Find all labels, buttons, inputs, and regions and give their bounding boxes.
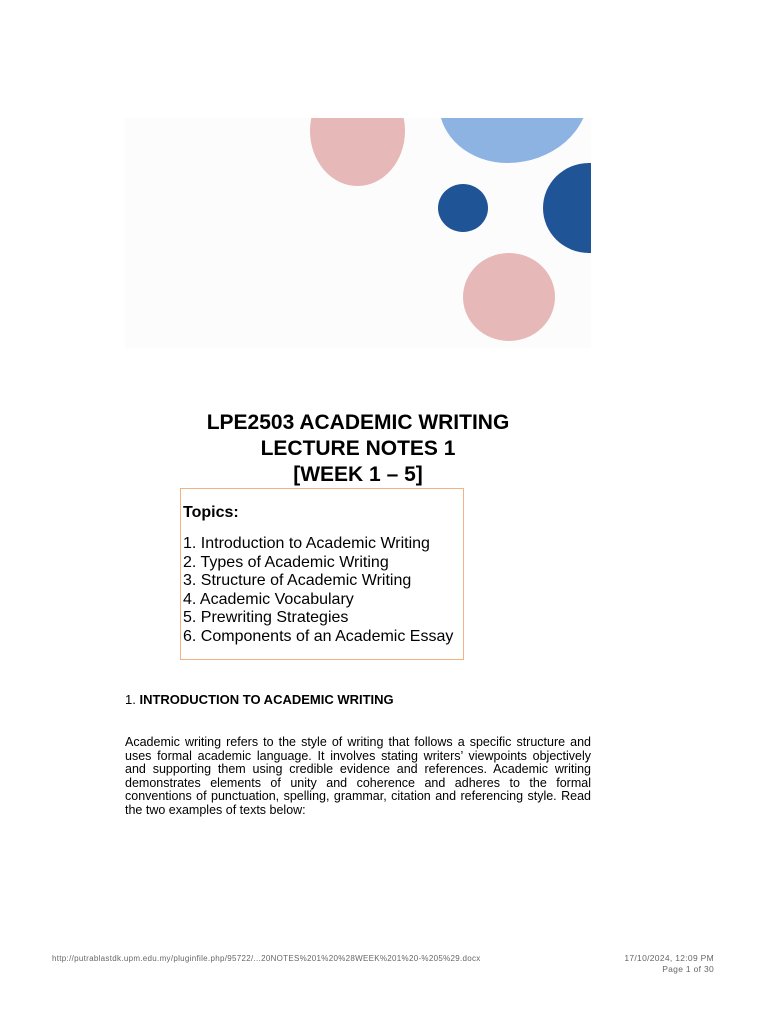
title-line-notes: LECTURE NOTES 1 bbox=[260, 437, 456, 460]
document-title bbox=[125, 410, 591, 488]
section-heading bbox=[125, 692, 394, 707]
decorative-banner bbox=[125, 118, 591, 348]
topics-box bbox=[180, 488, 464, 660]
footer-url: http://putrablastdk.upm.edu.my/pluginfile.php/95722/...20NOTES%201%20%28WEEK%201%20-%205%29.docx bbox=[52, 954, 481, 963]
small-dark-blue-circle bbox=[438, 184, 488, 232]
topics-heading: Topics: bbox=[183, 504, 239, 521]
large-dark-blue-circle bbox=[543, 163, 591, 253]
topic-item: 1. Introduction to Academic Writing bbox=[183, 535, 430, 552]
footer-meta bbox=[624, 953, 714, 975]
title-line-course: LPE2503 ACADEMIC WRITING bbox=[206, 411, 510, 434]
footer-datetime: 17/10/2024, 12:09 PM bbox=[624, 953, 714, 963]
topic-item: 2. Types of Academic Writing bbox=[183, 553, 389, 571]
section-title: INTRODUCTION TO ACADEMIC WRITING bbox=[139, 692, 394, 707]
body-paragraph: Academic writing refers to the style of writing that follows a specific structure and uses formal academic language. It involves stating writers’ viewpoints objectively and supporting them using credible evidence and references. Academic writing demonstrates elements of unity and coherence and adheres to the formal conventions of punctuation, spelling, grammar, citation and referencing style. Read the two examples of texts below: bbox=[125, 735, 591, 817]
pink-circle-top bbox=[310, 118, 405, 186]
title-line-weeks: [WEEK 1 – 5] bbox=[293, 463, 423, 486]
pink-circle-bottom bbox=[463, 253, 555, 341]
topic-item: 3. Structure of Academic Writing bbox=[183, 572, 412, 589]
topic-item: 6. Components of an Academic Essay bbox=[183, 627, 454, 645]
topics-list bbox=[183, 535, 453, 646]
topic-item: 4. Academic Vocabulary bbox=[183, 590, 354, 608]
light-blue-blob bbox=[439, 118, 589, 163]
section-number: 1. bbox=[125, 692, 136, 707]
footer-page-number: Page 1 of 30 bbox=[662, 964, 714, 974]
topic-item: 5. Prewriting Strategies bbox=[183, 609, 349, 626]
